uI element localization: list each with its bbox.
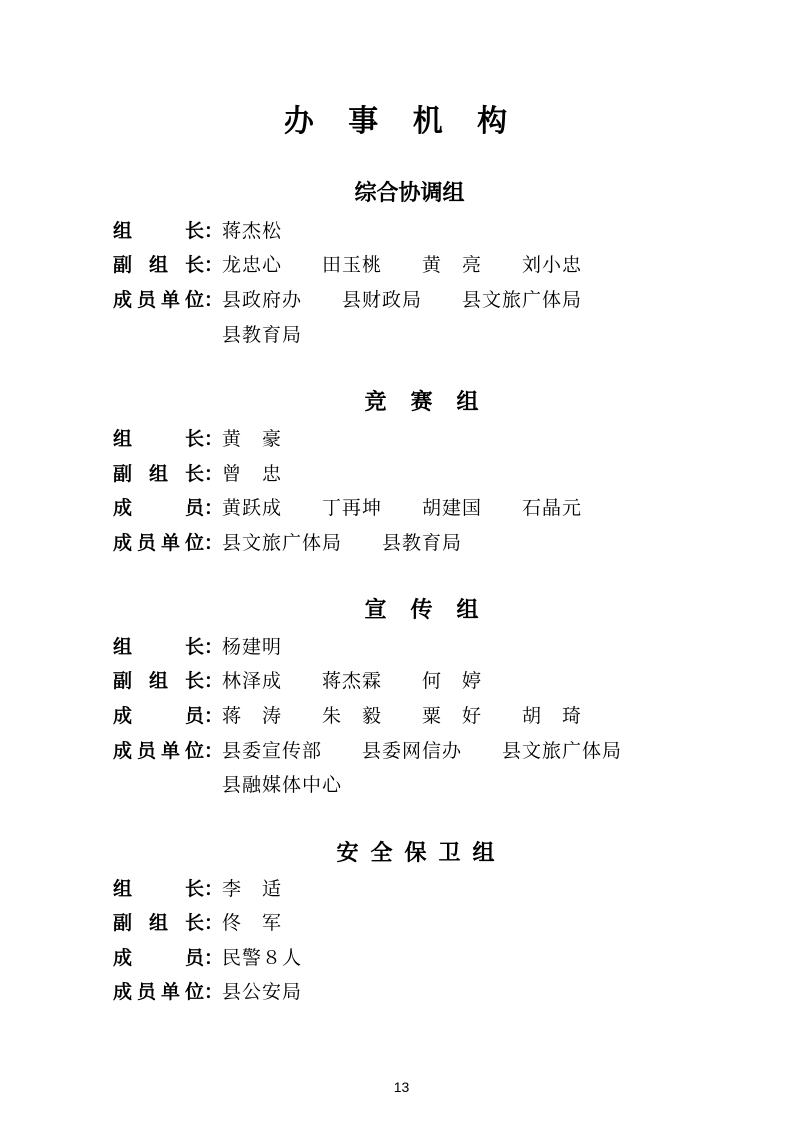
row-value: 佟 军 — [222, 912, 283, 934]
row-colon: ： — [204, 878, 224, 900]
row-label: 成员单位 — [113, 289, 204, 311]
row-colon: ： — [204, 947, 224, 969]
row-members — [113, 943, 302, 973]
row-label: 副组长 — [113, 463, 204, 485]
row-colon: ： — [204, 254, 224, 276]
row-leader — [113, 424, 282, 454]
row-value: 曾 忠 — [222, 463, 283, 485]
row-value: 县文旅广体局 县教育局 — [222, 532, 463, 554]
row-colon: ： — [204, 428, 224, 450]
row-value: 蒋 涛 朱 毅 粟 好 胡 琦 — [222, 705, 583, 727]
row-colon: ： — [204, 636, 224, 658]
row-colon: ： — [204, 912, 224, 934]
row-colon: ： — [204, 220, 224, 242]
row-continuation: 县融媒体中心 — [222, 774, 343, 796]
row-members — [113, 701, 582, 731]
row-colon: ： — [204, 497, 224, 519]
row-colon: ： — [204, 463, 224, 485]
row-label: 副组长 — [113, 670, 204, 692]
row-member-units — [113, 977, 302, 1007]
row-value: 县政府办 县财政局 县文旅广体局 — [222, 289, 583, 311]
row-label: 成员单位 — [113, 981, 204, 1003]
row-colon: ： — [204, 981, 224, 1003]
row-member-units — [113, 285, 582, 315]
group-title-competition: 竞赛组 — [364, 390, 503, 415]
page-number: 13 — [393, 1079, 410, 1095]
row-label: 组长 — [113, 428, 204, 450]
row-value: 杨建明 — [222, 636, 283, 658]
row-label: 成员 — [113, 497, 204, 519]
document-title: 办 事 机 构 — [283, 104, 520, 139]
row-leader — [113, 874, 282, 904]
row-colon: ： — [204, 289, 224, 311]
row-colon: ： — [204, 532, 224, 554]
row-label: 副组长 — [113, 912, 204, 934]
row-label: 成员 — [113, 705, 204, 727]
row-colon: ： — [204, 670, 224, 692]
row-value: 林泽成 蒋杰霖 何 婷 — [222, 670, 483, 692]
row-value: 龙忠心 田玉桃 黄 亮 刘小忠 — [222, 254, 583, 276]
row-member-units — [113, 528, 462, 558]
row-leader — [113, 632, 282, 662]
row-label: 成员 — [113, 947, 204, 969]
group-title-publicity: 宣传组 — [364, 598, 503, 623]
row-members — [113, 493, 582, 523]
row-deputy-leader — [113, 908, 282, 938]
row-value: 黄跃成 丁再坤 胡建国 石晶元 — [222, 497, 583, 519]
row-value: 蒋杰松 — [222, 220, 283, 242]
row-label: 组长 — [113, 878, 204, 900]
row-value: 县公安局 — [222, 981, 303, 1003]
row-continuation: 县教育局 — [222, 324, 303, 346]
row-label: 组长 — [113, 220, 204, 242]
row-label: 成员单位 — [113, 532, 204, 554]
row-colon: ： — [204, 705, 224, 727]
group-title-security: 安全保卫组 — [336, 841, 507, 866]
row-value: 县委宣传部 县委网信办 县文旅广体局 — [222, 740, 623, 762]
row-member-units — [113, 736, 622, 766]
row-deputy-leader — [113, 250, 582, 280]
row-value: 李 适 — [222, 878, 283, 900]
row-label: 组长 — [113, 636, 204, 658]
row-label: 成员单位 — [113, 740, 204, 762]
row-label: 副组长 — [113, 254, 204, 276]
row-deputy-leader — [113, 459, 282, 489]
row-value: 民警８人 — [222, 947, 303, 969]
group-title-coordination: 综合协调组 — [354, 181, 465, 206]
row-value: 黄 豪 — [222, 428, 283, 450]
row-colon: ： — [204, 740, 224, 762]
row-deputy-leader — [113, 666, 482, 696]
row-leader — [113, 216, 282, 246]
